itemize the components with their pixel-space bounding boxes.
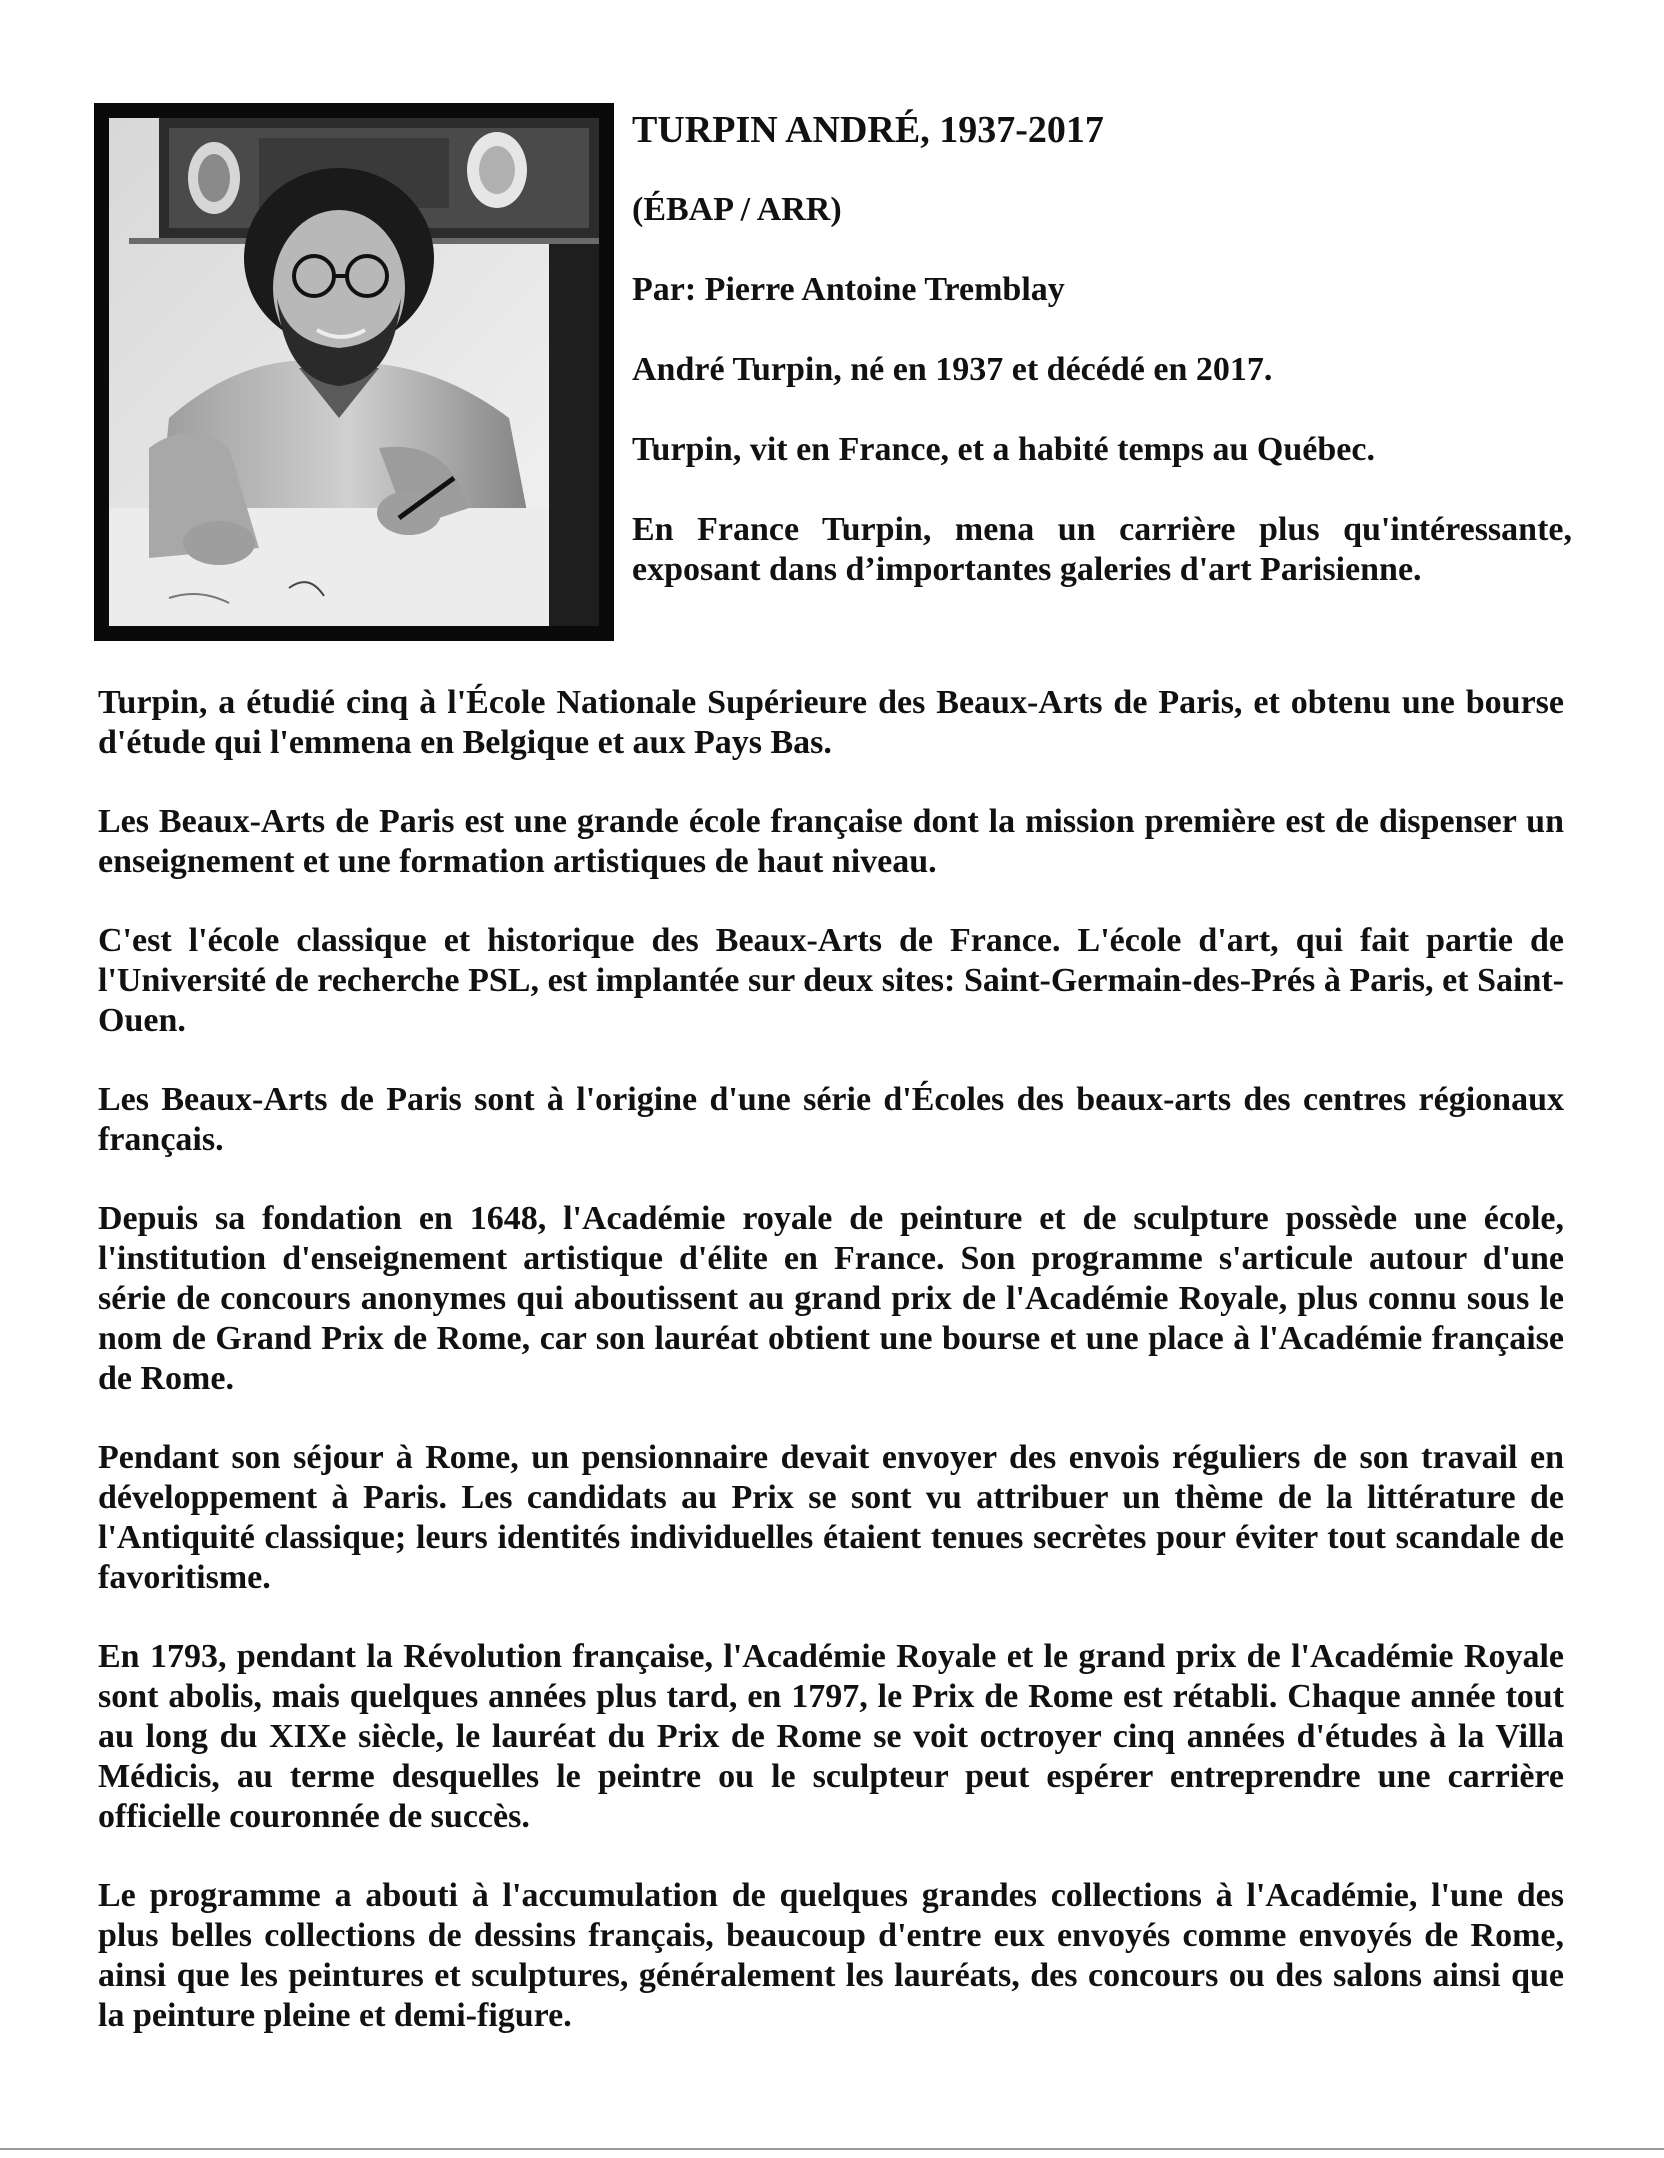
body-paragraph: Depuis sa fondation en 1648, l'Académie royale de peinture et de sculpture possède une école, l'institution d'enseignement artistique d'élite en France. Son programme s'articule autour d'une série de concours anonymes qui aboutissent au grand prix de l'Académie Royale, plus connu sous le nom de Grand Prix de Rome, car son lauréat obtient une bourse et une place à l'Académie française de Rome. (98, 1200, 1564, 1397)
body-paragraph: Turpin, a étudié cinq à l'École Nationale Supérieure des Beaux-Arts de Paris, et obtenu une bourse d'étude qui l'emmena en Belgique et aux Pays Bas. (98, 684, 1564, 761)
page-bottom-rule (0, 2148, 1664, 2150)
body-paragraph: Les Beaux-Arts de Paris est une grande école française dont la mission première est de dispenser un enseignement et une formation artistiques de haut niveau. (98, 803, 1564, 880)
body-paragraph: Le programme a abouti à l'accumulation de quelques grandes collections à l'Académie, l'une des plus belles collections de dessins français, beaucoup d'entre eux envoyés comme envoyés de Rome, ainsi que les peintures et sculptures, généralement les lauréats, des concours ou des salons ainsi que la peinture pleine et demi-figure. (98, 1877, 1564, 2034)
body-paragraph: Les Beaux-Arts de Paris sont à l'origine d'une série d'Écoles des beaux-arts des centres régionaux français. (98, 1081, 1564, 1158)
portrait-photo-frame (94, 103, 614, 641)
body-paragraph: C'est l'école classique et historique des Beaux-Arts de France. L'école d'art, qui fait partie de l'Université de recherche PSL, est implantée sur deux sites: Saint-Germain-des-Prés à Paris, et Saint-Ouen. (98, 922, 1564, 1039)
article-residence: Turpin, vit en France, et a habité temps au Québec. (632, 431, 1375, 468)
article-byline: Par: Pierre Antoine Tremblay (632, 271, 1065, 308)
article-title: TURPIN ANDRÉ, 1937-2017 (632, 109, 1104, 151)
article-header (632, 108, 1572, 590)
article-career-paragraph: En France Turpin, mena un carrière plus qu'intéressante, exposant dans d’importantes galeries d'art Parisienne. (632, 511, 1572, 588)
body-paragraph: En 1793, pendant la Révolution française, l'Académie Royale et le grand prix de l'Académie Royale sont abolis, mais quelques années plus tard, en 1797, le Prix de Rome est rétabli. Chaque année tout au long du XIXe siècle, le lauréat du Prix de Rome se voit octroyer cinq années d'études à la Villa Médicis, au terme desquelles le peintre ou le sculpteur peut espérer entreprendre une carrière officielle couronnée de succès. (98, 1638, 1564, 1835)
article-life-dates: André Turpin, né en 1937 et décédé en 2017. (632, 351, 1273, 388)
article-affiliation: (ÉBAP / ARR) (632, 191, 842, 228)
portrait-photo (109, 118, 599, 626)
body-paragraph: Pendant son séjour à Rome, un pensionnaire devait envoyer des envois réguliers de son travail en développement à Paris. Les candidats au Prix se sont vu attribuer un thème de la littérature de l'Antiquité classique; leurs identités individuelles étaient tenues secrètes pour éviter tout scandale de favoritisme. (98, 1439, 1564, 1596)
article-body (98, 683, 1564, 2075)
